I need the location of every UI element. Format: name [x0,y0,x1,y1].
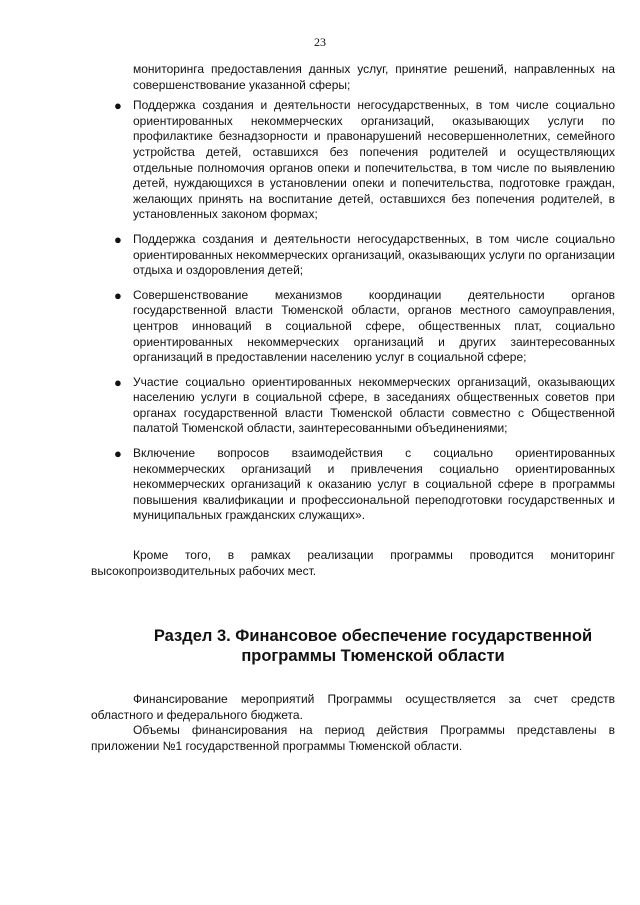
monitoring-paragraph: Кроме того, в рамках реализации программы проводится мониторинг высокопроизводительных рабочих мест. [91,548,615,578]
list-item-text: Включение вопросов взаимодействия с социально ориентированных некоммерческих организаций и привлечения социально ориентированных некоммерческих организаций к оказанию услуг в социальной сфере в программы повышения квалификации и профессиональной переподготовки государственных и муниципальных гражданских служащих». [133,446,615,523]
financing-section [91,692,615,754]
list-item [91,446,615,524]
bullet-icon: ● [114,98,122,114]
list-item [91,375,615,437]
bullet-icon: ● [114,446,122,462]
page-number: 23 [314,35,326,49]
list-item-text: Поддержка создания и деятельности негосударственных, в том числе социально ориентированных некоммерческих организаций, оказывающих услуги по организации отдыха и оздоровления детей; [133,231,615,278]
financing-paragraph: Объемы финансирования на период действия Программы представлены в приложении №1 государственной программы Тюменской области. [91,723,615,753]
intro-continuation: мониторинга предоставления данных услуг, принятие решений, направленных на совершенствование указанной сферы; [133,62,615,92]
financing-paragraph: Финансирование мероприятий Программы осуществляется за счет средств областного и федерального бюджета. [91,692,615,722]
list-item-text: Поддержка создания и деятельности негосударственных, в том числе социально ориентированных некоммерческих организаций, оказывающих услуги по профилактике безнадзорности и правонарушений несовершеннолетних, семейного устройства детей, оставшихся без попечения родителей и осуществляющих отдельные полномочия органов опеки и попечительства, в том числе по выявлению детей, нуждающихся в установлении опеки и попечительства, подготовке граждан, желающих принять на воспитание детей, оставшихся без попечения родителей, в установленных законом формах; [133,98,615,222]
bullet-list [91,98,615,524]
list-item [91,232,615,279]
list-item [91,98,615,223]
list-item-text: Участие социально ориентированных некоммерческих организаций, оказывающих населению услуги в социальной сфере, в заседаниях общественных советов при органах государственной власти Тюменской области совместно с Общественной палатой Тюменской области, заинтересованными объединениями; [133,374,615,436]
section-heading: Раздел 3. Финансовое обеспечение государственной программы Тюменской области [153,627,593,666]
bullet-icon: ● [114,374,122,390]
list-item [91,288,615,366]
bullet-icon: ● [114,231,122,247]
page-content [91,62,615,755]
bullet-icon: ● [114,287,122,303]
list-item-text: Совершенствование механизмов координации деятельности органов государственной власти Тюменской области, органов местного самоуправления, центров инноваций в социальной сфере, общественных плат, социально ориентированных некоммерческих организаций и других заинтересованных организаций в предоставлении населению услуг в социальной сфере; [133,287,615,365]
